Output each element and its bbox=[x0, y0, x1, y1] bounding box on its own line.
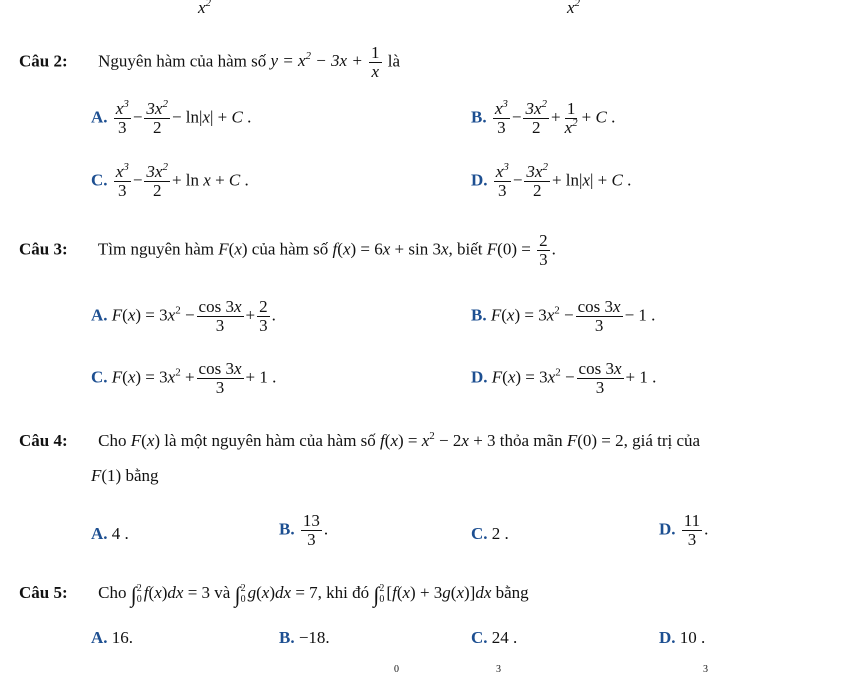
q5-option-c[interactable] bbox=[471, 628, 517, 648]
question-3-text2: của hàm số bbox=[251, 239, 329, 259]
question-5-label: Câu 5: bbox=[19, 583, 68, 602]
q5-option-b[interactable] bbox=[279, 628, 330, 648]
question-5-text: Cho bbox=[98, 583, 127, 602]
question-4: Câu 4: Cho F(x) là một nguyên hàm của hàm số $f(x) = x^2 - 2x + 3$ thỏa mãn F(0) = 2, giá trị của bbox=[19, 430, 701, 450]
q4-option-d-label: D. bbox=[659, 519, 676, 539]
question-4-line2-text: bằng bbox=[125, 466, 159, 485]
footer-fragment-2: 3 bbox=[496, 664, 501, 675]
q5-option-b-label: B. bbox=[279, 628, 295, 647]
q4-option-d[interactable]: D. $\frac{11}{3}$ . bbox=[659, 511, 709, 549]
q4-option-a-label: A. bbox=[91, 524, 108, 543]
question-4-text: Cho bbox=[98, 431, 127, 450]
q2-option-a[interactable]: A. $\frac{x^3}{3}$ − $\frac{3x^2}{2}$ − ln|x| + C . bbox=[91, 98, 252, 137]
question-3-label: Câu 3: bbox=[19, 239, 68, 259]
q2-option-a-label: A. bbox=[91, 107, 108, 127]
q4-option-b[interactable]: B. $\frac{13}{3}$ . bbox=[279, 511, 329, 549]
question-2-text: Nguyên hàm của hàm số bbox=[98, 51, 267, 71]
question-2 bbox=[19, 44, 400, 81]
footer-fragment-1: 0 bbox=[394, 664, 399, 675]
q5-option-b-value: −18. bbox=[298, 628, 330, 647]
q4-option-b-label: B. bbox=[279, 519, 295, 539]
top-fragment-right: $x^2$ bbox=[567, 0, 581, 17]
q5-option-a-value: 16. bbox=[111, 628, 134, 647]
q3-option-d[interactable]: D. $F(x) = 3x^2$ − $\frac{\cos 3x}{3}$ + 1 . bbox=[471, 359, 657, 397]
question-5-text2: và bbox=[214, 583, 231, 602]
q3-option-c-label: C. bbox=[91, 367, 108, 387]
question-3-text3: , biết bbox=[448, 239, 483, 259]
question-3-text: Tìm nguyên hàm bbox=[97, 239, 215, 259]
question-5-text3: , khi đó bbox=[317, 583, 370, 602]
q3-option-a-label: A. bbox=[91, 305, 108, 325]
q5-option-a[interactable] bbox=[91, 628, 133, 648]
q5-option-c-value: 24 . bbox=[491, 628, 518, 647]
q5-option-d-value: 10 . bbox=[679, 628, 706, 647]
question-4-line2: F(1) bằng bbox=[91, 466, 159, 485]
q5-option-d-label: D. bbox=[659, 628, 676, 647]
q2-option-c[interactable]: C. $\frac{x^3}{3}$ − $\frac{3x^2}{2}$ + ln x + C . bbox=[91, 161, 249, 200]
q4-option-a-value: 4 . bbox=[111, 524, 129, 543]
question-2-label: Câu 2: bbox=[19, 51, 68, 71]
footer-fragment-3: 3 bbox=[703, 664, 708, 675]
q5-option-a-label: A. bbox=[91, 628, 108, 647]
q2-option-b-label: B. bbox=[471, 107, 487, 127]
question-5: Câu 5: Cho ∫ 2 0 f(x)dx = 3 và ∫ 2 0 g(x)dx = 7, khi đó ∫ 2 0 [f(x) + 3g(x)]dx bằng bbox=[19, 582, 529, 607]
q4-option-c-value: 2 . bbox=[491, 524, 509, 543]
q2-option-d-label: D. bbox=[471, 170, 488, 190]
q2-option-d[interactable]: D. $\frac{x^3}{3}$ − $\frac{3x^2}{2}$ + ln|x| + C . bbox=[471, 161, 632, 200]
question-5-text4: bằng bbox=[495, 583, 529, 602]
q3-option-a[interactable]: A. $F(x) = 3x^2$ − $\frac{\cos 3x}{3}$ + $\frac{2}{3}$ . bbox=[91, 297, 276, 335]
q2-option-c-label: C. bbox=[91, 170, 108, 190]
question-4-text4: , giá trị của bbox=[623, 431, 701, 450]
q3-option-b[interactable]: B. $F(x) = 3x^2$ − $\frac{\cos 3x}{3}$ − 1 . bbox=[471, 297, 656, 335]
question-4-text3: thỏa mãn bbox=[499, 431, 563, 450]
q3-option-d-label: D. bbox=[471, 367, 488, 387]
q4-option-c[interactable] bbox=[471, 524, 509, 544]
question-3: Câu 3: Tìm nguyên hàm F(x) của hàm số f(x) = 6x + sin 3x, biết F(0) = $\frac{2}{3}$ . bbox=[19, 231, 556, 269]
q5-option-c-label: C. bbox=[471, 628, 488, 647]
q4-option-a[interactable] bbox=[91, 524, 129, 544]
q4-option-c-label: C. bbox=[471, 524, 488, 543]
q3-option-c[interactable]: C. $F(x) = 3x^2$ + $\frac{\cos 3x}{3}$ + 1 . bbox=[91, 359, 277, 397]
question-2-formula: $y = x^2 - 3x$ + $\frac{1}{x}$ bbox=[270, 43, 380, 81]
question-4-label: Câu 4: bbox=[19, 431, 68, 450]
top-fragment-left: $x^2$ bbox=[198, 0, 212, 17]
q5-option-d[interactable] bbox=[659, 628, 705, 648]
q2-option-b[interactable]: B. $\frac{x^3}{3}$ − $\frac{3x^2}{2}$ + $\frac{1}{x^2}$ + C . bbox=[471, 98, 616, 137]
question-2-suffix: là bbox=[387, 51, 401, 71]
q3-option-b-label: B. bbox=[471, 305, 487, 325]
question-4-text2: là một nguyên hàm của hàm số bbox=[164, 431, 376, 450]
